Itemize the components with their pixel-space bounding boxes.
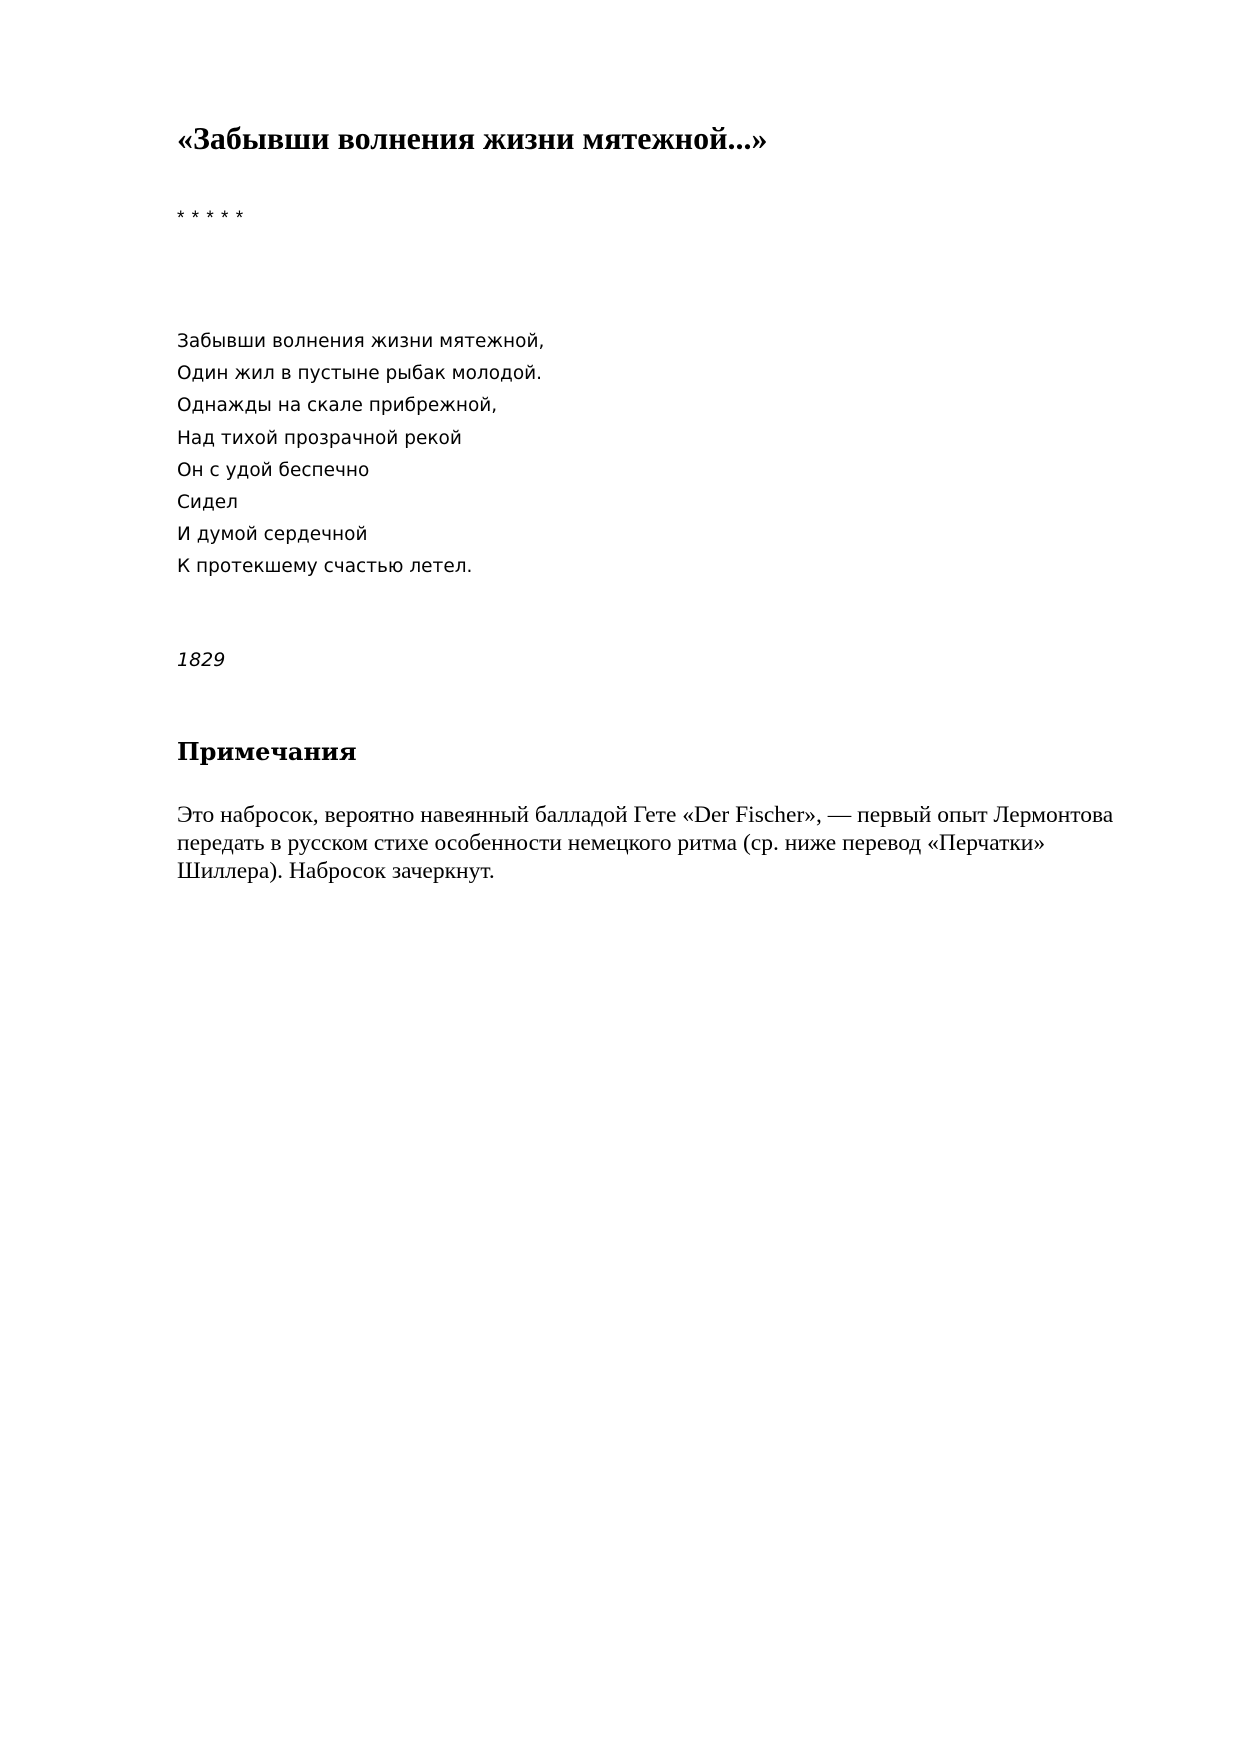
poem-line: Один жил в пустыне рыбак молодой. bbox=[177, 363, 543, 385]
poem-line: Он с удой беспечно bbox=[177, 459, 370, 481]
poem-line: Забывши волнения жизни мятежной, bbox=[177, 331, 545, 352]
poem-title: «Забывши волнения жизни мятежной...» bbox=[177, 120, 768, 156]
notes-heading: Примечания bbox=[177, 737, 357, 766]
poem-line: К протекшему счастью летел. bbox=[177, 556, 473, 578]
poem-line: Сидел bbox=[177, 492, 238, 514]
notes-text: Это набросок, вероятно навеянный балладой Гете «Der Fischer», — первый опыт Лермонтова передать в русском стихе особенности немецкого ритма (ср. ниже перевод «Перчатки» Шиллера). Набросок зачеркнут. bbox=[177, 802, 1114, 884]
poem-date: 1829 bbox=[177, 649, 226, 671]
poem-line: Над тихой прозрачной рекой bbox=[177, 427, 462, 449]
poem-line: Однажды на скале прибрежной, bbox=[177, 395, 498, 417]
poem-text bbox=[177, 326, 544, 584]
poem-line: И думой сердечной bbox=[177, 524, 368, 546]
section-separator: * * * * * bbox=[177, 208, 245, 229]
